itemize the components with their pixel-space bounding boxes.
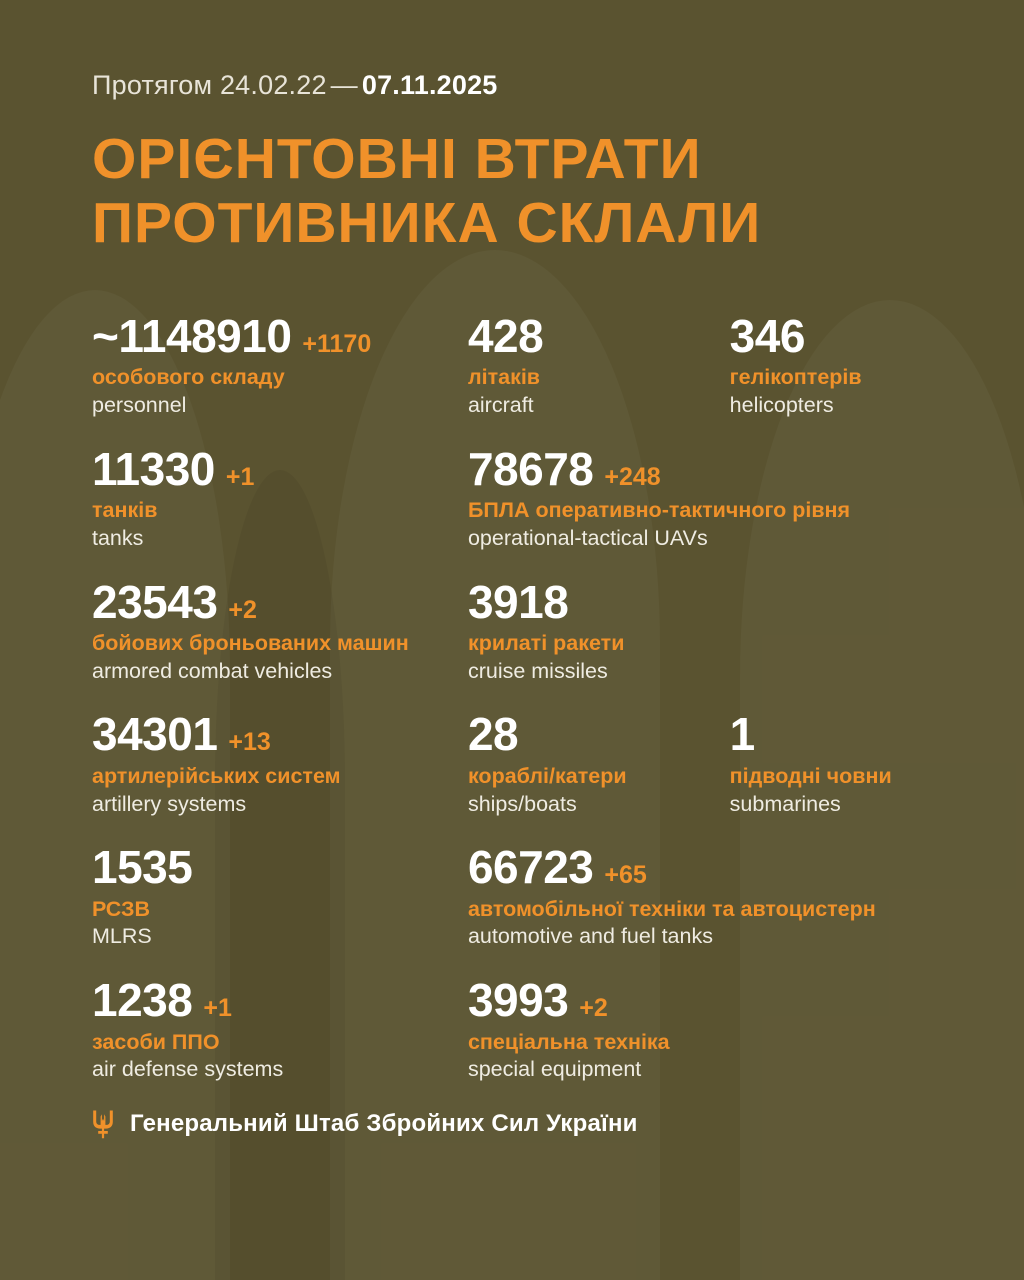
page-title <box>92 127 964 256</box>
stat-value: 1535 <box>92 841 193 894</box>
stat-value-line <box>467 708 730 761</box>
page-title-line-2: ПРОТИВНИКА СКЛАЛИ <box>92 191 762 256</box>
stat-delta: +1 <box>203 994 232 1023</box>
stat-value: 346 <box>729 309 805 362</box>
stat-artillery-systems <box>92 710 468 817</box>
stat-label-en: operational-tactical UAVs <box>467 525 708 550</box>
stat-armored-combat-vehicles <box>92 575 468 685</box>
stat-value-line <box>92 841 468 894</box>
stat-value: 3993 <box>467 974 569 1027</box>
stat-label-en: armored combat vehicles <box>92 658 333 683</box>
stat-label-en: tanks <box>92 525 144 550</box>
stat-value-line <box>467 841 964 894</box>
stat-cruise-missiles <box>467 575 964 685</box>
stat-value: 1238 <box>92 974 193 1027</box>
stat-label-ua: танків <box>92 498 158 522</box>
stat-submarines <box>730 710 964 817</box>
stat-label-en: cruise missiles <box>467 658 608 683</box>
date-range-dash: — <box>330 70 358 100</box>
stat-value-line <box>729 309 964 362</box>
stat-label-en: personnel <box>92 392 187 417</box>
stat-label-ua: засоби ППО <box>92 1029 220 1054</box>
stat-label-ua: кораблі/катери <box>467 763 627 788</box>
stat-label-ua: БПЛА оперативно-тактичного рівня <box>467 498 851 522</box>
stat-value-line <box>467 974 964 1027</box>
stat-value-line <box>467 575 964 628</box>
stats-row <box>92 710 964 817</box>
stat-operational-tactical-uavs <box>467 442 964 552</box>
trident-icon <box>92 1109 114 1139</box>
stat-personnel <box>92 309 468 419</box>
stat-label-ua: РСЗВ <box>92 896 151 921</box>
stat-delta: +248 <box>604 462 661 491</box>
losses-stats-grid <box>92 309 964 1083</box>
stat-value: 23543 <box>92 575 218 628</box>
stat-value-line <box>92 708 468 761</box>
stat-value: 28 <box>467 708 519 761</box>
stat-label-ua: підводні човни <box>729 763 892 788</box>
stat-label-en: helicopters <box>729 392 834 417</box>
stat-value: 66723 <box>467 841 594 894</box>
stat-label-ua: бойових броньованих машин <box>92 630 409 655</box>
stat-delta: +65 <box>604 861 647 890</box>
stat-ships-boats <box>468 710 730 817</box>
stat-label-ua: літаків <box>467 365 541 390</box>
report-date: 07.11.2025 <box>361 70 498 100</box>
date-range <box>92 70 964 101</box>
stat-value-line <box>92 442 468 495</box>
stat-label-ua: автомобільної техніки та автоцистерн <box>467 896 876 921</box>
stat-label-en: MLRS <box>92 924 152 949</box>
stat-delta: +1 <box>225 462 255 491</box>
stat-value: 1 <box>729 708 755 761</box>
stat-delta: +2 <box>228 595 257 624</box>
stat-value-line <box>92 575 468 628</box>
stat-value: 34301 <box>92 708 218 761</box>
stat-value: 78678 <box>467 442 594 495</box>
stat-value-line <box>729 708 964 761</box>
stat-delta: +1170 <box>302 329 372 358</box>
stat-air-defense-systems <box>92 976 468 1083</box>
stat-label-en: air defense systems <box>92 1057 284 1082</box>
stat-delta: +2 <box>579 994 608 1023</box>
stat-delta: +13 <box>228 728 271 757</box>
page-title-line-1: ОРІЄНТОВНІ ВТРАТИ <box>92 127 702 191</box>
stat-label-ua: особового складу <box>92 365 285 390</box>
stats-row <box>92 442 964 552</box>
stats-row <box>92 309 964 419</box>
date-range-prefix: Протягом 24.02.22 <box>92 70 327 100</box>
stat-label-ua: гелікоптерів <box>729 365 862 390</box>
stat-value: ~1148910 <box>92 309 292 362</box>
stat-label-ua: артилерійських систем <box>92 763 341 788</box>
stats-row <box>92 976 964 1083</box>
stat-tanks <box>92 442 468 552</box>
stat-value-line <box>467 309 730 362</box>
stat-value-line <box>467 442 964 495</box>
stat-label-en: artillery systems <box>92 791 247 816</box>
stat-label-ua: спеціальна техніка <box>467 1029 670 1054</box>
stat-value: 3918 <box>467 575 569 628</box>
stat-value: 11330 <box>92 442 215 495</box>
stat-label-en: submarines <box>729 791 841 816</box>
stat-special-equipment <box>468 976 964 1083</box>
stat-label-en: ships/boats <box>467 791 577 816</box>
stat-aircraft <box>467 309 730 419</box>
stat-label-en: aircraft <box>467 392 534 417</box>
stat-helicopters <box>729 309 964 419</box>
stat-automotive-and-fuel-tanks <box>468 843 964 950</box>
footer <box>92 1109 964 1139</box>
stat-mlrs <box>92 843 468 950</box>
stats-row <box>92 843 964 950</box>
stat-label-ua: крилаті ракети <box>467 630 625 655</box>
stats-row <box>92 575 964 685</box>
stat-label-en: special equipment <box>467 1057 642 1082</box>
stat-value-line <box>92 309 468 362</box>
stat-label-en: automotive and fuel tanks <box>467 924 713 949</box>
footer-text: Генеральний Штаб Збройних Сил України <box>130 1110 638 1138</box>
stat-value: 428 <box>467 309 544 362</box>
stat-value-line <box>92 974 468 1027</box>
